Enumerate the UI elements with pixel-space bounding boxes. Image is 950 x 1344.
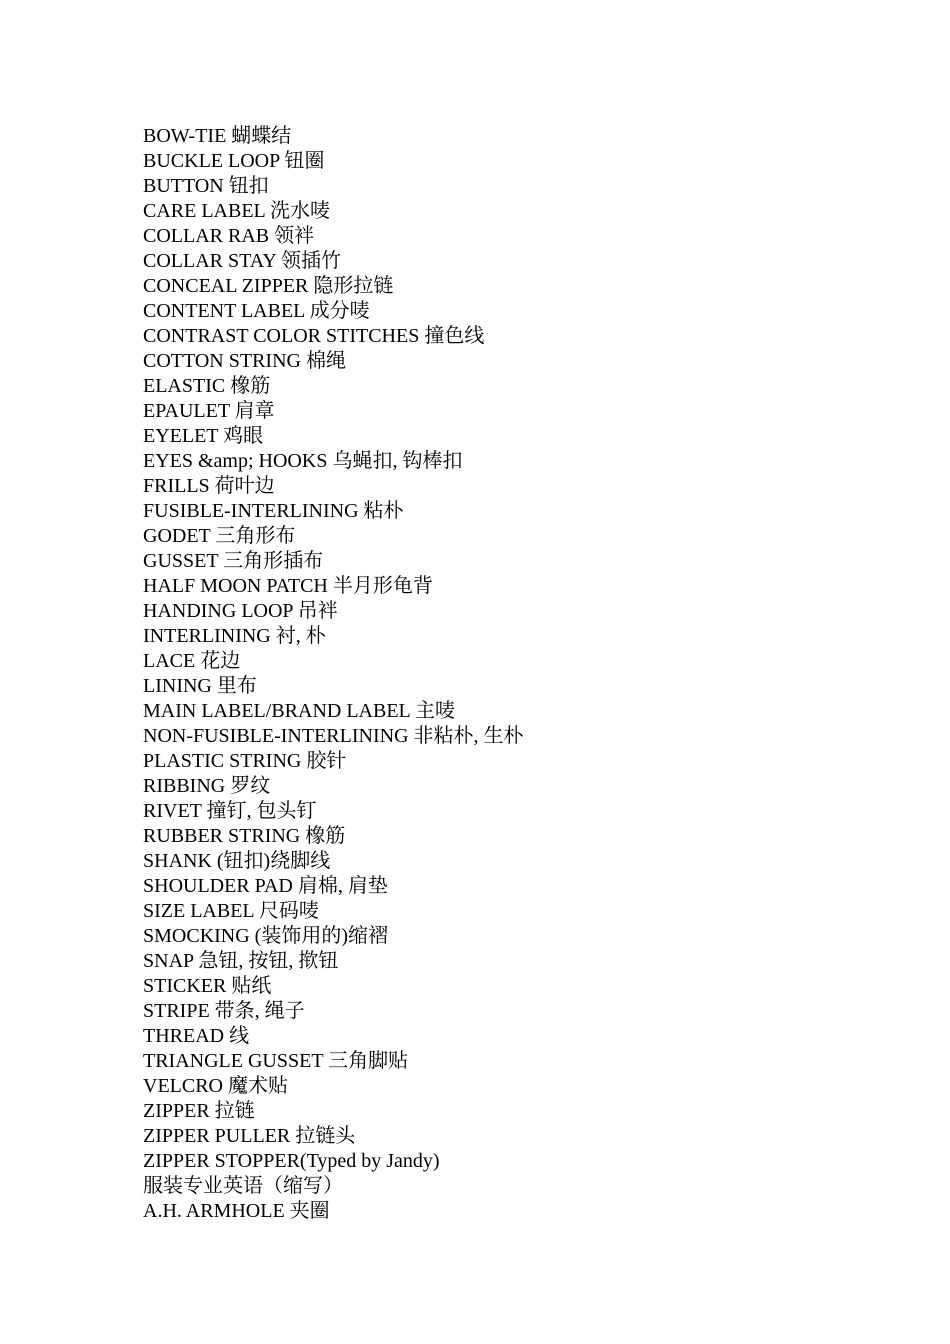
term-line: BUTTON 钮扣 <box>143 175 269 197</box>
term-line: A.H. ARMHOLE 夹圈 <box>143 1200 330 1222</box>
term-line: CONTRAST COLOR STITCHES 撞色线 <box>143 325 485 347</box>
term-line: RIVET 撞钉, 包头钉 <box>143 800 317 822</box>
term-line: FUSIBLE-INTERLINING 粘朴 <box>143 500 404 522</box>
term-line: VELCRO 魔术贴 <box>143 1075 288 1097</box>
term-line: BOW-TIE 蝴蝶结 <box>143 125 292 147</box>
term-line: PLASTIC STRING 胶针 <box>143 750 347 772</box>
term-line: SHOULDER PAD 肩棉, 肩垫 <box>143 875 388 897</box>
term-line: LINING 里布 <box>143 675 257 697</box>
term-line: TRIANGLE GUSSET 三角脚贴 <box>143 1050 409 1072</box>
term-line: LACE 花边 <box>143 650 241 672</box>
term-line: THREAD 线 <box>143 1025 250 1047</box>
term-line: RIBBING 罗纹 <box>143 775 271 797</box>
term-line: SNAP 急钮, 按钮, 揿钮 <box>143 950 339 972</box>
term-line: SMOCKING (装饰用的)缩褶 <box>143 925 388 947</box>
term-line: INTERLINING 衬, 朴 <box>143 625 326 647</box>
term-line: ZIPPER STOPPER(Typed by Jandy) <box>143 1150 440 1172</box>
term-line: MAIN LABEL/BRAND LABEL 主唛 <box>143 700 456 722</box>
term-line: COLLAR STAY 领插竹 <box>143 250 342 272</box>
term-line: 服装专业英语（缩写） <box>143 1175 343 1197</box>
term-line: SIZE LABEL 尺码唛 <box>143 900 319 922</box>
term-line: FRILLS 荷叶边 <box>143 475 275 497</box>
term-line: ZIPPER 拉链 <box>143 1100 255 1122</box>
term-line: HANDING LOOP 吊袢 <box>143 600 338 622</box>
term-line: COLLAR RAB 领袢 <box>143 225 315 247</box>
term-line: SHANK (钮扣)绕脚线 <box>143 850 331 872</box>
term-line: STICKER 贴纸 <box>143 975 272 997</box>
term-line: BUCKLE LOOP 钮圈 <box>143 150 325 172</box>
term-line: EYELET 鸡眼 <box>143 425 264 447</box>
term-line: GODET 三角形布 <box>143 525 296 547</box>
term-line: EPAULET 肩章 <box>143 400 275 422</box>
term-line: CARE LABEL 洗水唛 <box>143 200 331 222</box>
term-line: STRIPE 带条, 绳子 <box>143 1000 305 1022</box>
term-line: ZIPPER PULLER 拉链头 <box>143 1125 356 1147</box>
term-line: CONTENT LABEL 成分唛 <box>143 300 370 322</box>
term-line: NON-FUSIBLE-INTERLINING 非粘朴, 生朴 <box>143 725 524 747</box>
term-line: GUSSET 三角形插布 <box>143 550 324 572</box>
term-line: CONCEAL ZIPPER 隐形拉链 <box>143 275 394 297</box>
term-line: HALF MOON PATCH 半月形龟背 <box>143 575 433 597</box>
term-line: ELASTIC 橡筋 <box>143 375 271 397</box>
term-line: COTTON STRING 棉绳 <box>143 350 346 372</box>
term-line: EYES &amp; HOOKS 乌蝇扣, 钩棒扣 <box>143 450 463 472</box>
term-line: RUBBER STRING 橡筋 <box>143 825 346 847</box>
